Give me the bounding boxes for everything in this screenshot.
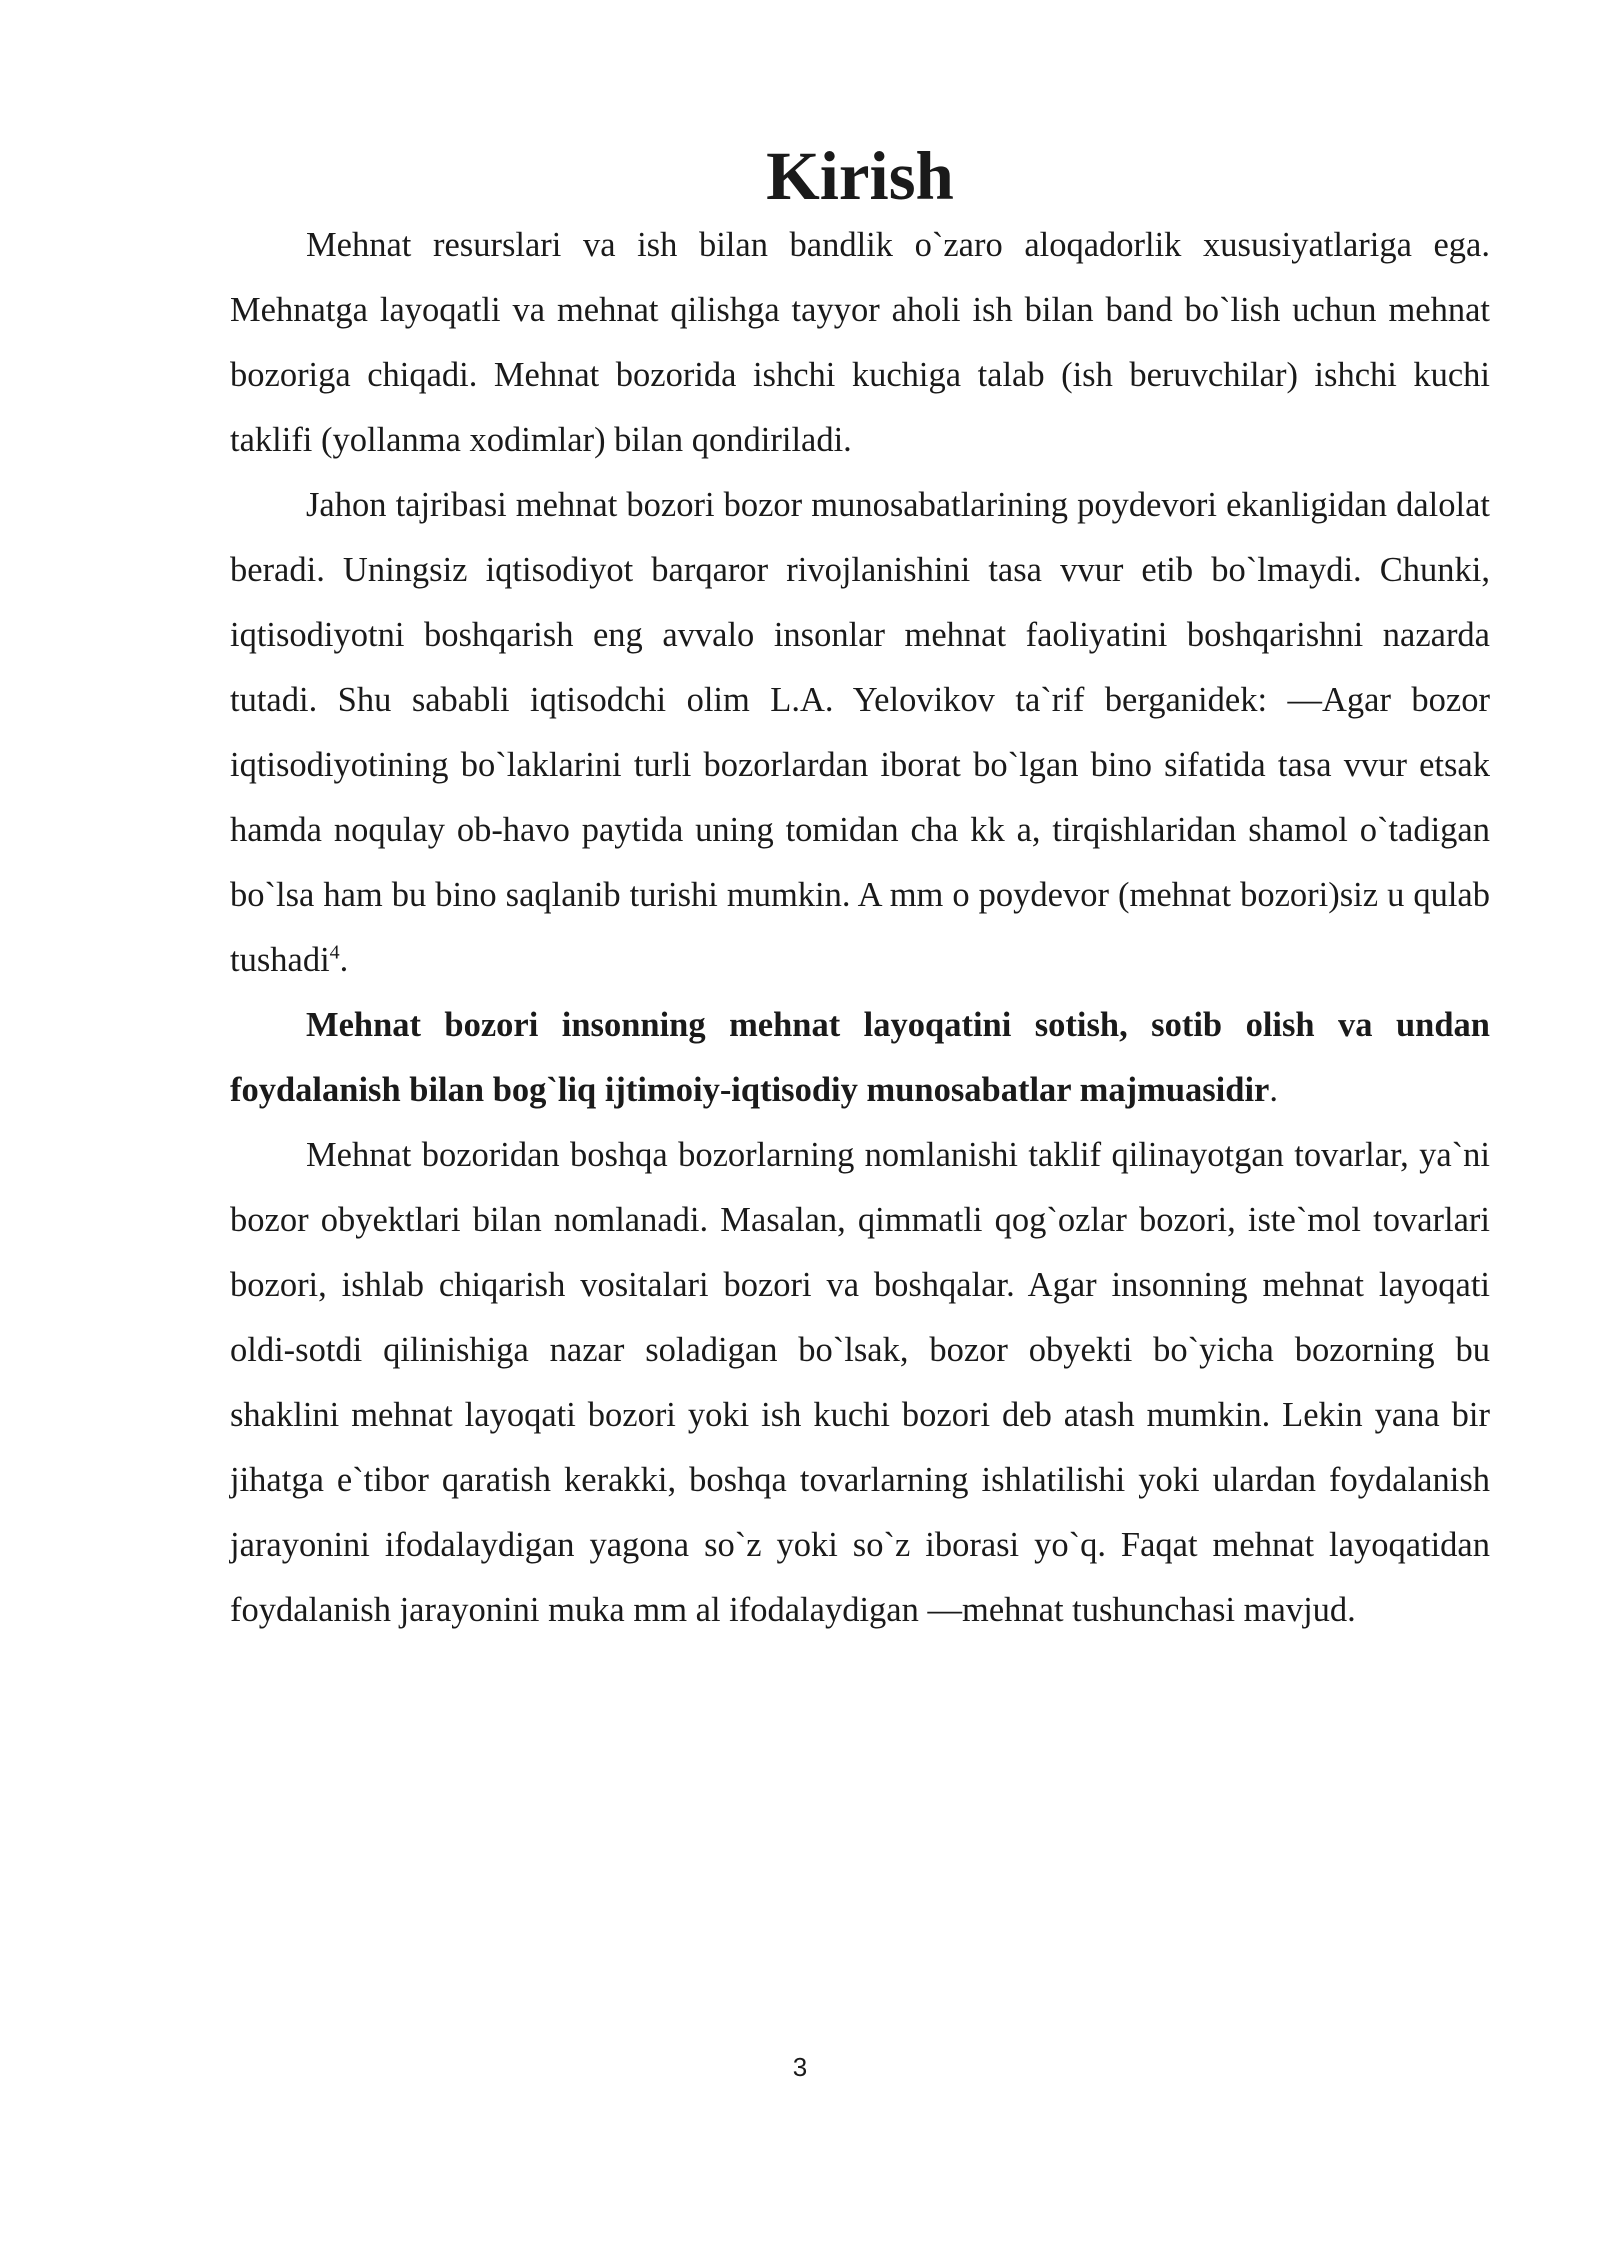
paragraph-2 [230, 473, 1490, 993]
section-title: Kirish [766, 138, 954, 214]
paragraph-2-end: . [339, 941, 349, 979]
paragraph-3-end: . [1269, 1071, 1278, 1109]
footnote-reference[interactable]: 4 [329, 941, 340, 964]
document-body [230, 138, 1490, 1643]
paragraph-1: Mehnat resurslari va ish bilan bandlik o`zaro aloqadorlik xususiyatlariga ega. Mehnatga layoqatli va mehnat qilishga tayyor aholi ish bilan band bo`lish uchun mehnat bozoriga chiqadi. Mehnat bozorida ishchi kuchiga talab (ish beruvchilar) ishchi kuchi taklifi (yollanma xodimlar) bilan qondiriladi. [230, 226, 1490, 459]
paragraph-4: Mehnat bozoridan boshqa bozorlarning nomlanishi taklif qilinayotgan tovarlar, ya`ni bozor obyektlari bilan nomlanadi. Masalan, qimmatli qog`ozlar bozori, iste`mol tovarlari bozori, ishlab chiqarish vositalari bozori va boshqalar. Agar insonning mehnat layoqati oldi-sotdi qilinishiga nazar soladigan bo`lsak, bozor obyekti bo`yicha bozorning bu shaklini mehnat layoqati bozori yoki ish kuchi bozori deb atash mumkin. Lekin yana bir jihatga e`tibor qaratish kerakki, boshqa tovarlarning ishlatilishi yoki ulardan foydalanish jarayonini ifodalaydigan yagona so`z yoki so`z iborasi yo`q. Faqat mehnat layoqatidan foydalanish jarayonini muka mm al ifodalaydigan ―mehnat tushunchasi mavjud. [230, 1136, 1490, 1629]
paragraph-3 [230, 993, 1490, 1123]
paragraph-2-text: Jahon tajribasi mehnat bozori bozor munosabatlarining poydevori ekanligidan dalolat beradi. Uningsiz iqtisodiyot barqaror rivojlanishini tasa vvur etib bo`lmaydi. Chunki, iqtisodiyotni boshqarish eng avvalo insonlar mehnat faoliyatini boshqarishni nazarda tutadi. Shu sababli iqtisodchi olim L.A. Yelovikov ta`rif berganidek: ―Agar bozor iqtisodiyotining bo`laklarini turli bozorlardan iborat bo`lgan bino sifatida tasa vvur etsak hamda noqulay ob-havo paytida uning tomidan cha kk a, tirqishlaridan shamol o`tadigan bo`lsa ham bu bino saqlanib turishi mumkin. A mm o poydevor (mehnat bozori)siz u qulab tushadi [230, 486, 1490, 979]
page-number: 3 [792, 2052, 808, 2082]
definition-bold-text: Mehnat bozori insonning mehnat layoqatini sotish, sotib olish va undan foydalanish bilan bog`liq ijtimoiy-iqtisodiy munosabatlar majmuasidir [230, 1006, 1490, 1109]
